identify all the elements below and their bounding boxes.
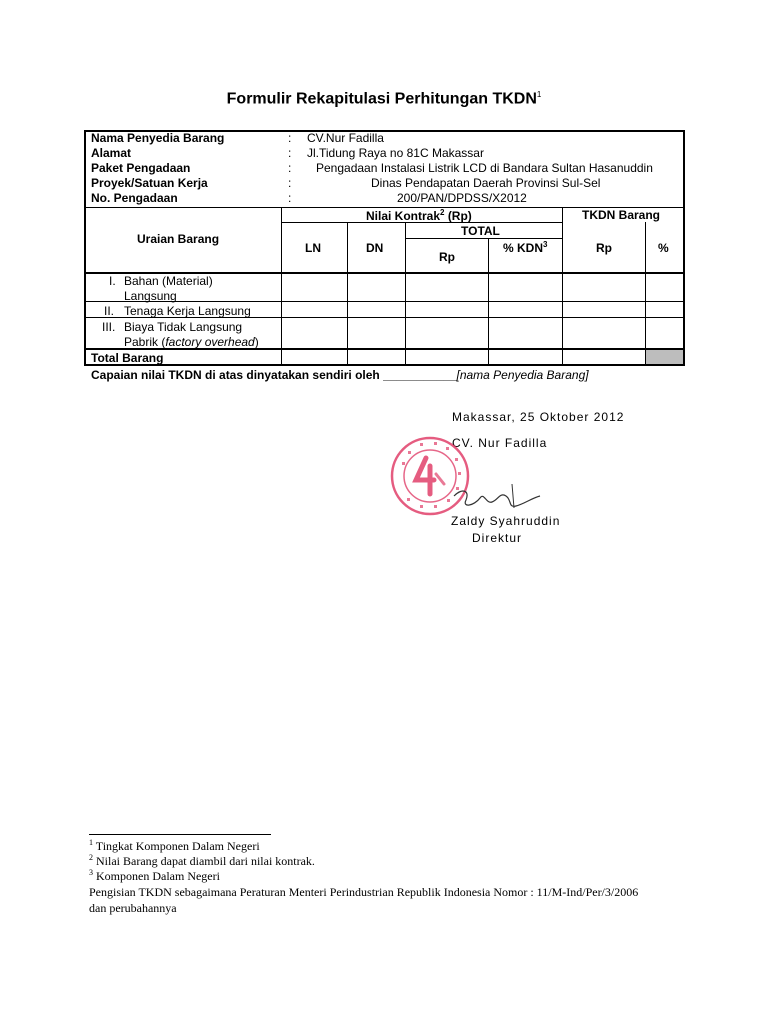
footnote-mark: 2 (89, 853, 93, 862)
header-tkdn-rp: Rp (596, 241, 612, 255)
label-nama-penyedia: Nama Penyedia Barang (91, 131, 225, 145)
signature-place-date: Makassar, 25 Oktober 2012 (452, 410, 625, 424)
form-title-text: Formulir Rekapitulasi Perhitungan TKDN (226, 90, 537, 108)
header-ln: LN (305, 241, 321, 255)
item-label: Bahan (Material) (124, 274, 213, 288)
footnote-text: Komponen Dalam Negeri (96, 869, 220, 883)
header-total: TOTAL (461, 224, 500, 238)
footnote-mark: 1 (89, 838, 93, 847)
colon-paket-pengadaan: : (288, 161, 292, 175)
kdn-footnote-mark: 3 (543, 240, 548, 249)
colon-no-pengadaan: : (288, 191, 292, 205)
value-paket-pengadaan: Pengadaan Instalasi Listrik LCD di Bandara Sultan Hasanuddin (316, 161, 653, 175)
label-paket-pengadaan: Paket Pengadaan (91, 161, 191, 175)
grid-line-v3 (405, 222, 406, 364)
kdn-text: % KDN (503, 241, 544, 255)
header-rp: Rp (439, 250, 455, 264)
grid-line-v6 (645, 222, 646, 364)
signature-company: CV. Nur Fadilla (452, 436, 548, 450)
label-alamat: Alamat (91, 146, 132, 160)
footnote-2 (89, 853, 315, 869)
capaian-bold-text: Capaian nilai TKDN di atas dinyatakan sendiri oleh ___________ (91, 368, 457, 382)
item-label-suffix: ) (254, 335, 259, 349)
signature-scribble-icon (452, 478, 552, 518)
footnote-1 (89, 838, 260, 854)
footnote-regulation-cont: dan perubahannya (89, 901, 177, 915)
item-number: I. (109, 274, 116, 288)
item-label: Biaya Tidak Langsung (124, 320, 243, 334)
value-no-pengadaan: 200/PAN/DPDSS/X2012 (397, 191, 527, 205)
grid-line-h3 (405, 238, 562, 239)
form-title (0, 90, 768, 108)
header-kdn (503, 240, 547, 255)
header-tkdn-barang: TKDN Barang (582, 208, 661, 222)
nilai-kontrak-footnote-mark: 2 (440, 208, 445, 217)
footnote-mark: 3 (89, 868, 93, 877)
value-nama-penyedia: CV.Nur Fadilla (307, 131, 384, 145)
label-no-pengadaan: No. Pengadaan (91, 191, 178, 205)
value-alamat: Jl.Tidung Raya no 81C Makassar (307, 146, 484, 160)
header-tkdn-pct: % (658, 241, 669, 255)
signature-position: Direktur (472, 531, 523, 545)
item-label-prefix: Pabrik ( (124, 335, 166, 349)
colon-proyek-satuan-kerja: : (288, 176, 292, 190)
footnote-regulation: Pengisian TKDN sebagaimana Peraturan Menteri Perindustrian Republik Indonesia Nomor : 11/M-Ind/Per/3/2006 (89, 885, 639, 899)
capaian-italic-text: [nama Penyedia Barang] (456, 368, 589, 382)
label-proyek-satuan-kerja: Proyek/Satuan Kerja (91, 176, 208, 190)
footnote-separator (89, 834, 271, 835)
grid-line-v2 (347, 222, 348, 364)
header-dn: DN (366, 241, 384, 255)
item-number: II. (104, 304, 115, 318)
colon-nama-penyedia: : (288, 131, 292, 145)
grid-line-v4 (488, 238, 489, 364)
colon-alamat: : (288, 146, 292, 160)
capaian-statement (91, 368, 589, 382)
item-label-cont: Langsung (124, 289, 177, 303)
nilai-kontrak-text: Nilai Kontrak (366, 209, 441, 223)
signature-name: Zaldy Syahruddin (451, 514, 561, 528)
form-title-footnote-mark: 1 (536, 90, 542, 99)
item-label-italic: factory overhead (165, 335, 255, 349)
item-label: Tenaga Kerja Langsung (124, 304, 251, 318)
shaded-cell (646, 350, 683, 364)
footnote-text: Nilai Barang dapat diambil dari nilai kontrak. (96, 854, 315, 868)
grid-line-v1 (281, 207, 282, 364)
total-barang-label: Total Barang (91, 351, 164, 365)
value-proyek-satuan-kerja: Dinas Pendapatan Daerah Provinsi Sul-Sel (371, 176, 601, 190)
grid-line-v5 (562, 207, 563, 364)
item-number: III. (102, 320, 116, 334)
header-nilai-kontrak (366, 208, 472, 223)
item-label-cont (124, 335, 259, 349)
footnote-3 (89, 868, 220, 884)
header-uraian-barang: Uraian Barang (137, 232, 220, 246)
footnote-text: Tingkat Komponen Dalam Negeri (95, 839, 260, 853)
nilai-kontrak-unit: (Rp) (447, 209, 472, 223)
